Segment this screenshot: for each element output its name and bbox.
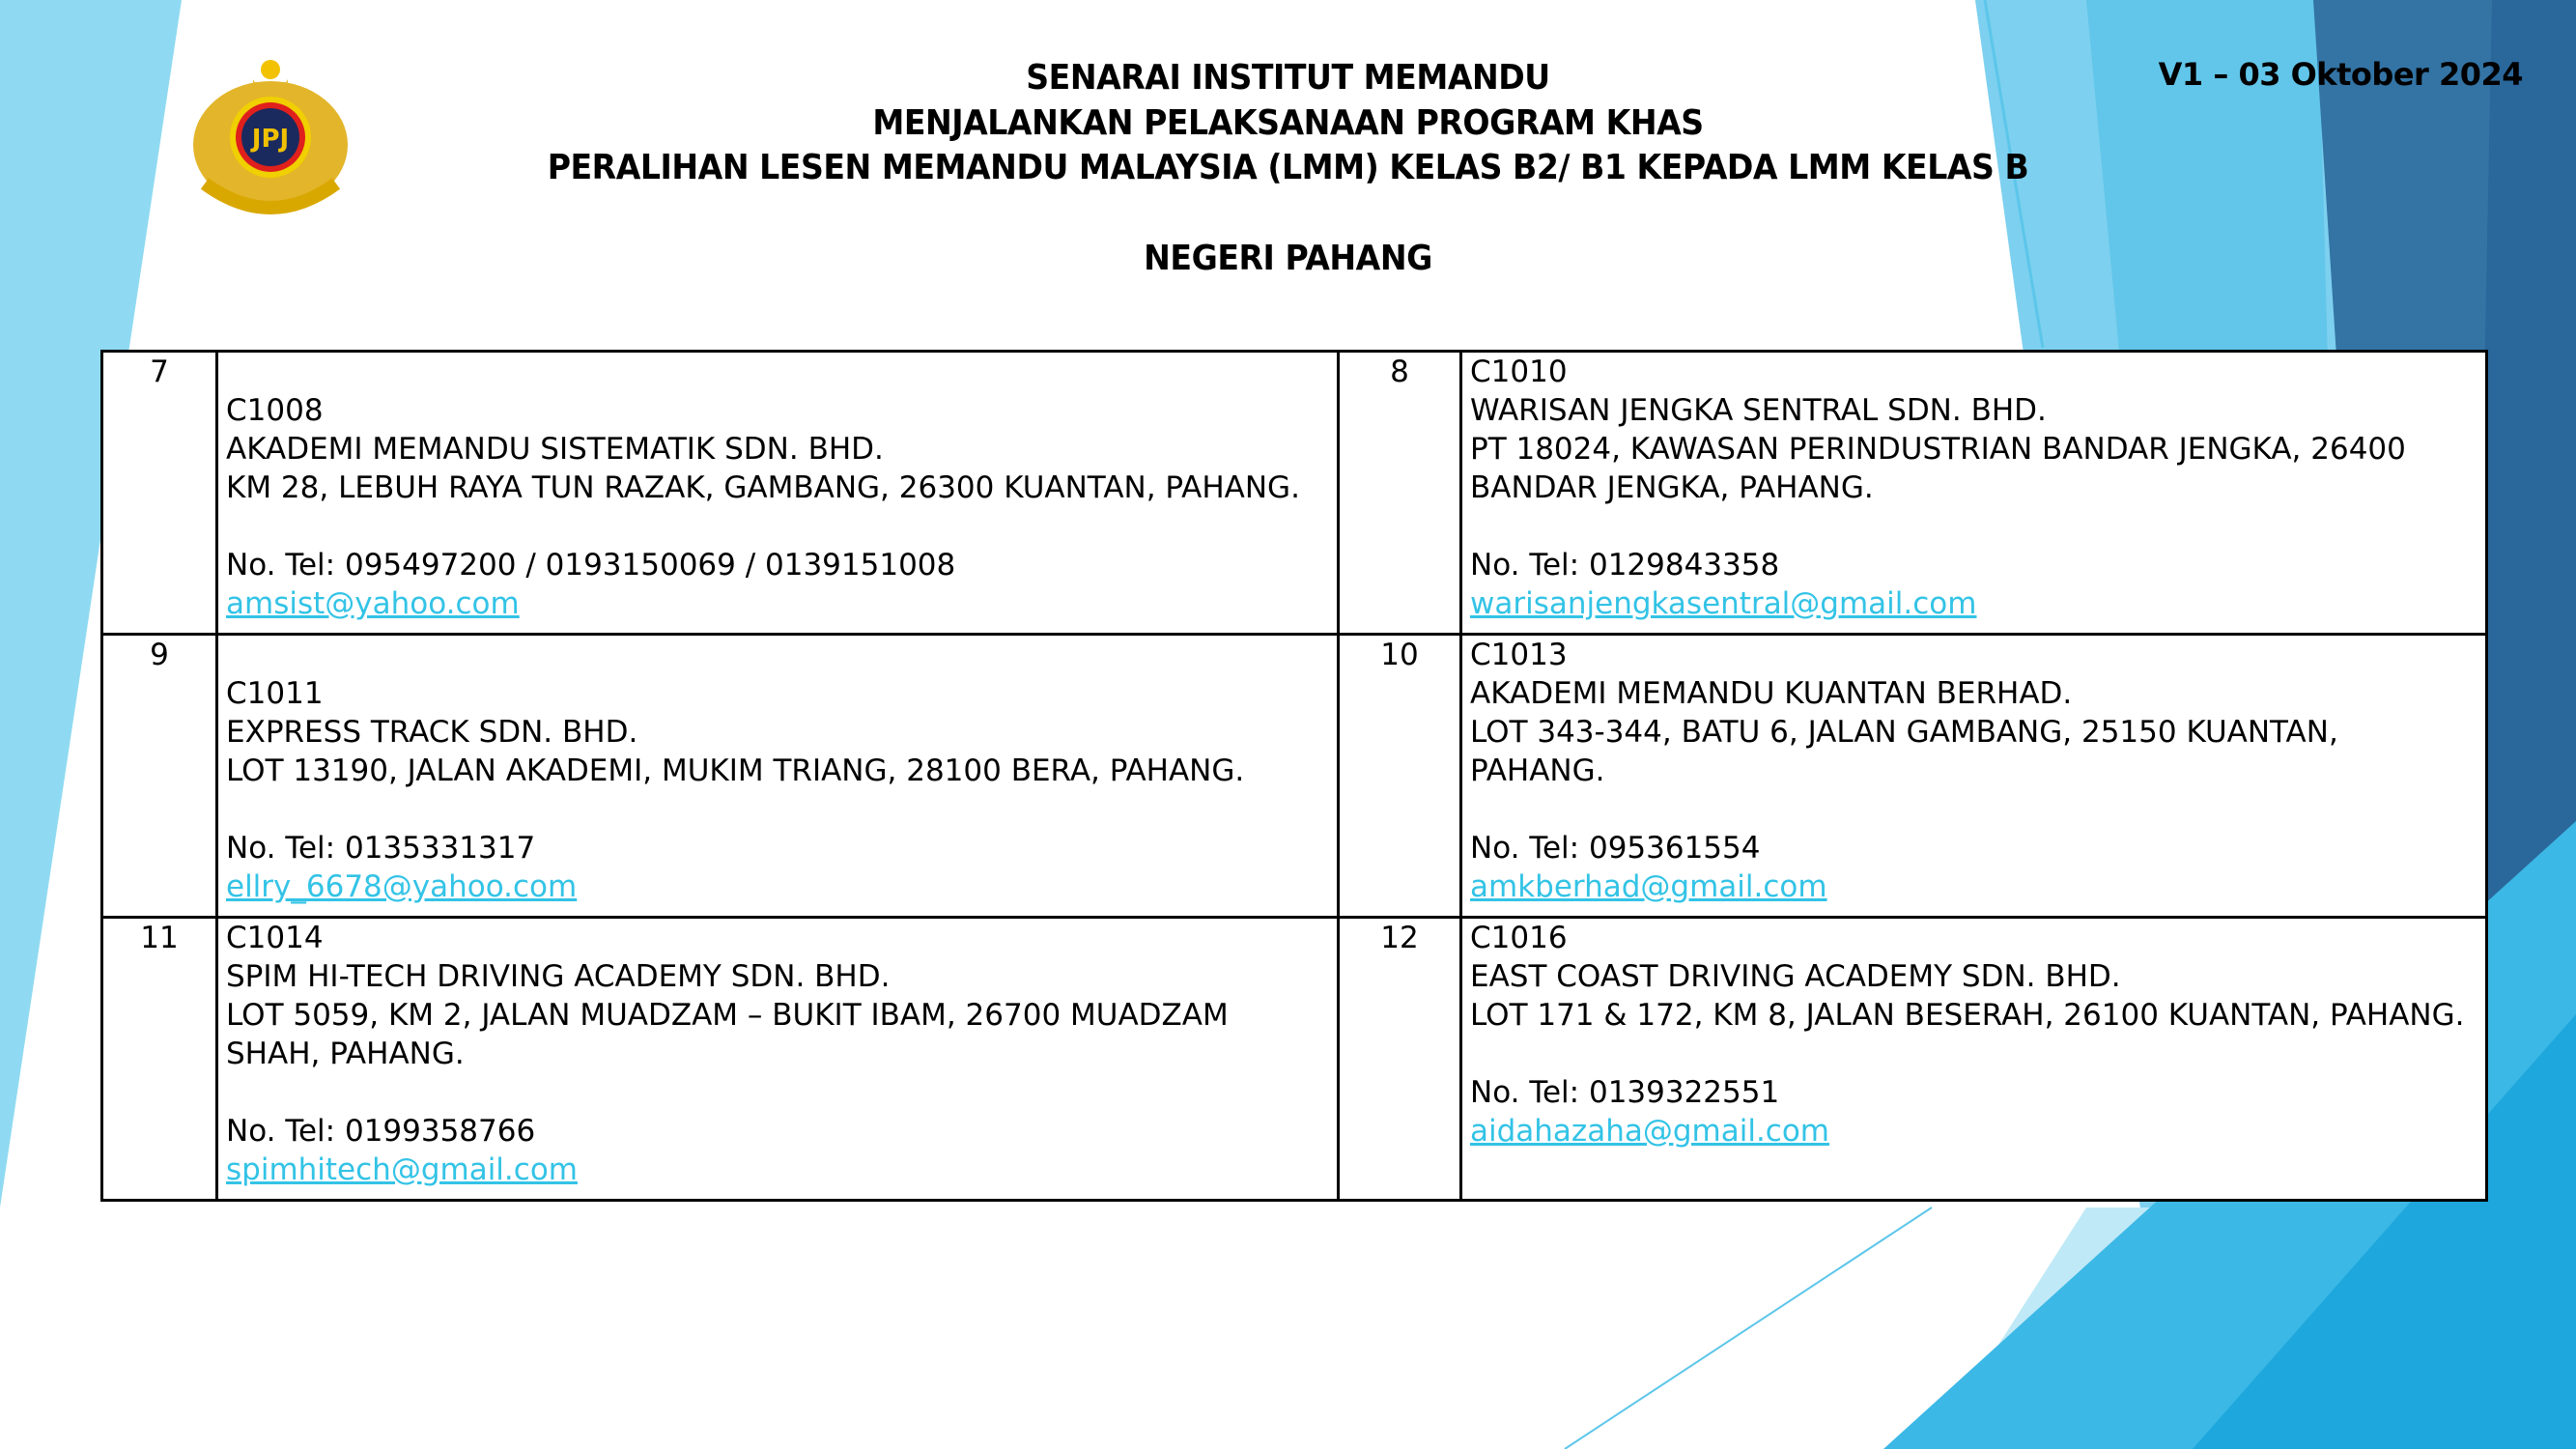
entry-code: C1011 [226, 676, 324, 711]
entry-address: PT 18024, KAWASAN PERINDUSTRIAN BANDAR JENGKA, 26400 BANDAR JENGKA, PAHANG. [1470, 432, 2406, 505]
entry-code: C1014 [226, 921, 324, 955]
entry-details [217, 918, 1339, 1201]
entry-details [217, 352, 1339, 635]
entry-details [217, 635, 1339, 918]
entry-details [1461, 635, 2487, 918]
entry-number: 12 [1339, 918, 1461, 1201]
entry-number: 11 [102, 918, 217, 1201]
entry-number: 10 [1339, 635, 1461, 918]
title-line-1: SENARAI INSTITUT MEMANDU [1026, 58, 1550, 98]
institute-table [100, 350, 2488, 1202]
entry-number: 8 [1339, 352, 1461, 635]
entry-address: KM 28, LEBUH RAYA TUN RAZAK, GAMBANG, 26300 KUANTAN, PAHANG. [226, 470, 1300, 505]
entry-name: WARISAN JENGKA SENTRAL SDN. BHD. [1470, 393, 2047, 428]
entry-email-link[interactable]: ellry_6678@yahoo.com [226, 869, 578, 904]
entry-address: LOT 13190, JALAN AKADEMI, MUKIM TRIANG, 28100 BERA, PAHANG. [226, 753, 1245, 788]
entry-name: AKADEMI MEMANDU SISTEMATIK SDN. BHD. [226, 432, 884, 467]
entry-name: SPIM HI-TECH DRIVING ACADEMY SDN. BHD. [226, 959, 891, 994]
table-row [102, 918, 2487, 1201]
entry-email-link[interactable]: amkberhad@gmail.com [1470, 869, 1827, 904]
entry-email-link[interactable]: amsist@yahoo.com [226, 586, 520, 621]
entry-name: EXPRESS TRACK SDN. BHD. [226, 715, 638, 750]
entry-email-link[interactable]: warisanjengkasentral@gmail.com [1470, 586, 1977, 621]
title-line-2: MENJALANKAN PELAKSANAAN PROGRAM KHAS [872, 103, 1704, 143]
entry-details [1461, 352, 2487, 635]
table-row [102, 635, 2487, 918]
title-line-3: PERALIHAN LESEN MEMANDU MALAYSIA (LMM) KELAS B2/ B1 KEPADA LMM KELAS B [547, 148, 2029, 187]
entry-code: C1016 [1470, 921, 1568, 955]
entry-name: EAST COAST DRIVING ACADEMY SDN. BHD. [1470, 959, 2121, 994]
entry-details [1461, 918, 2487, 1201]
state-heading: NEGERI PAHANG [1144, 239, 1432, 278]
entry-tel: No. Tel: 095497200 / 0193150069 / 0139151008 [226, 548, 956, 582]
entry-tel: No. Tel: 0135331317 [226, 831, 536, 866]
entry-address: LOT 171 & 172, KM 8, JALAN BESERAH, 26100 KUANTAN, PAHANG. [1470, 998, 2465, 1033]
entry-code: C1010 [1470, 355, 1568, 389]
entry-tel: No. Tel: 095361554 [1470, 831, 1761, 866]
entry-tel: No. Tel: 0129843358 [1470, 548, 1780, 582]
entry-address: LOT 5059, KM 2, JALAN MUADZAM – BUKIT IBAM, 26700 MUADZAM SHAH, PAHANG. [226, 998, 1229, 1071]
entry-email-link[interactable]: aidahazaha@gmail.com [1470, 1114, 1829, 1149]
entry-number: 7 [102, 352, 217, 635]
entry-tel: No. Tel: 0199358766 [226, 1114, 536, 1149]
entry-number: 9 [102, 635, 217, 918]
entry-name: AKADEMI MEMANDU KUANTAN BERHAD. [1470, 676, 2073, 711]
entry-code: C1013 [1470, 638, 1568, 672]
entry-address: LOT 343-344, BATU 6, JALAN GAMBANG, 25150 KUANTAN, PAHANG. [1470, 715, 2338, 788]
thin-line-bottom [1565, 1208, 1932, 1449]
entry-email-link[interactable]: spimhitech@gmail.com [226, 1152, 578, 1187]
entry-code: C1008 [226, 393, 324, 428]
table-row [102, 352, 2487, 635]
entry-tel: No. Tel: 0139322551 [1470, 1075, 1780, 1110]
version-date: V1 – 03 Oktober 2024 [2158, 56, 2523, 93]
svg-text:JPJ: JPJ [251, 125, 290, 154]
